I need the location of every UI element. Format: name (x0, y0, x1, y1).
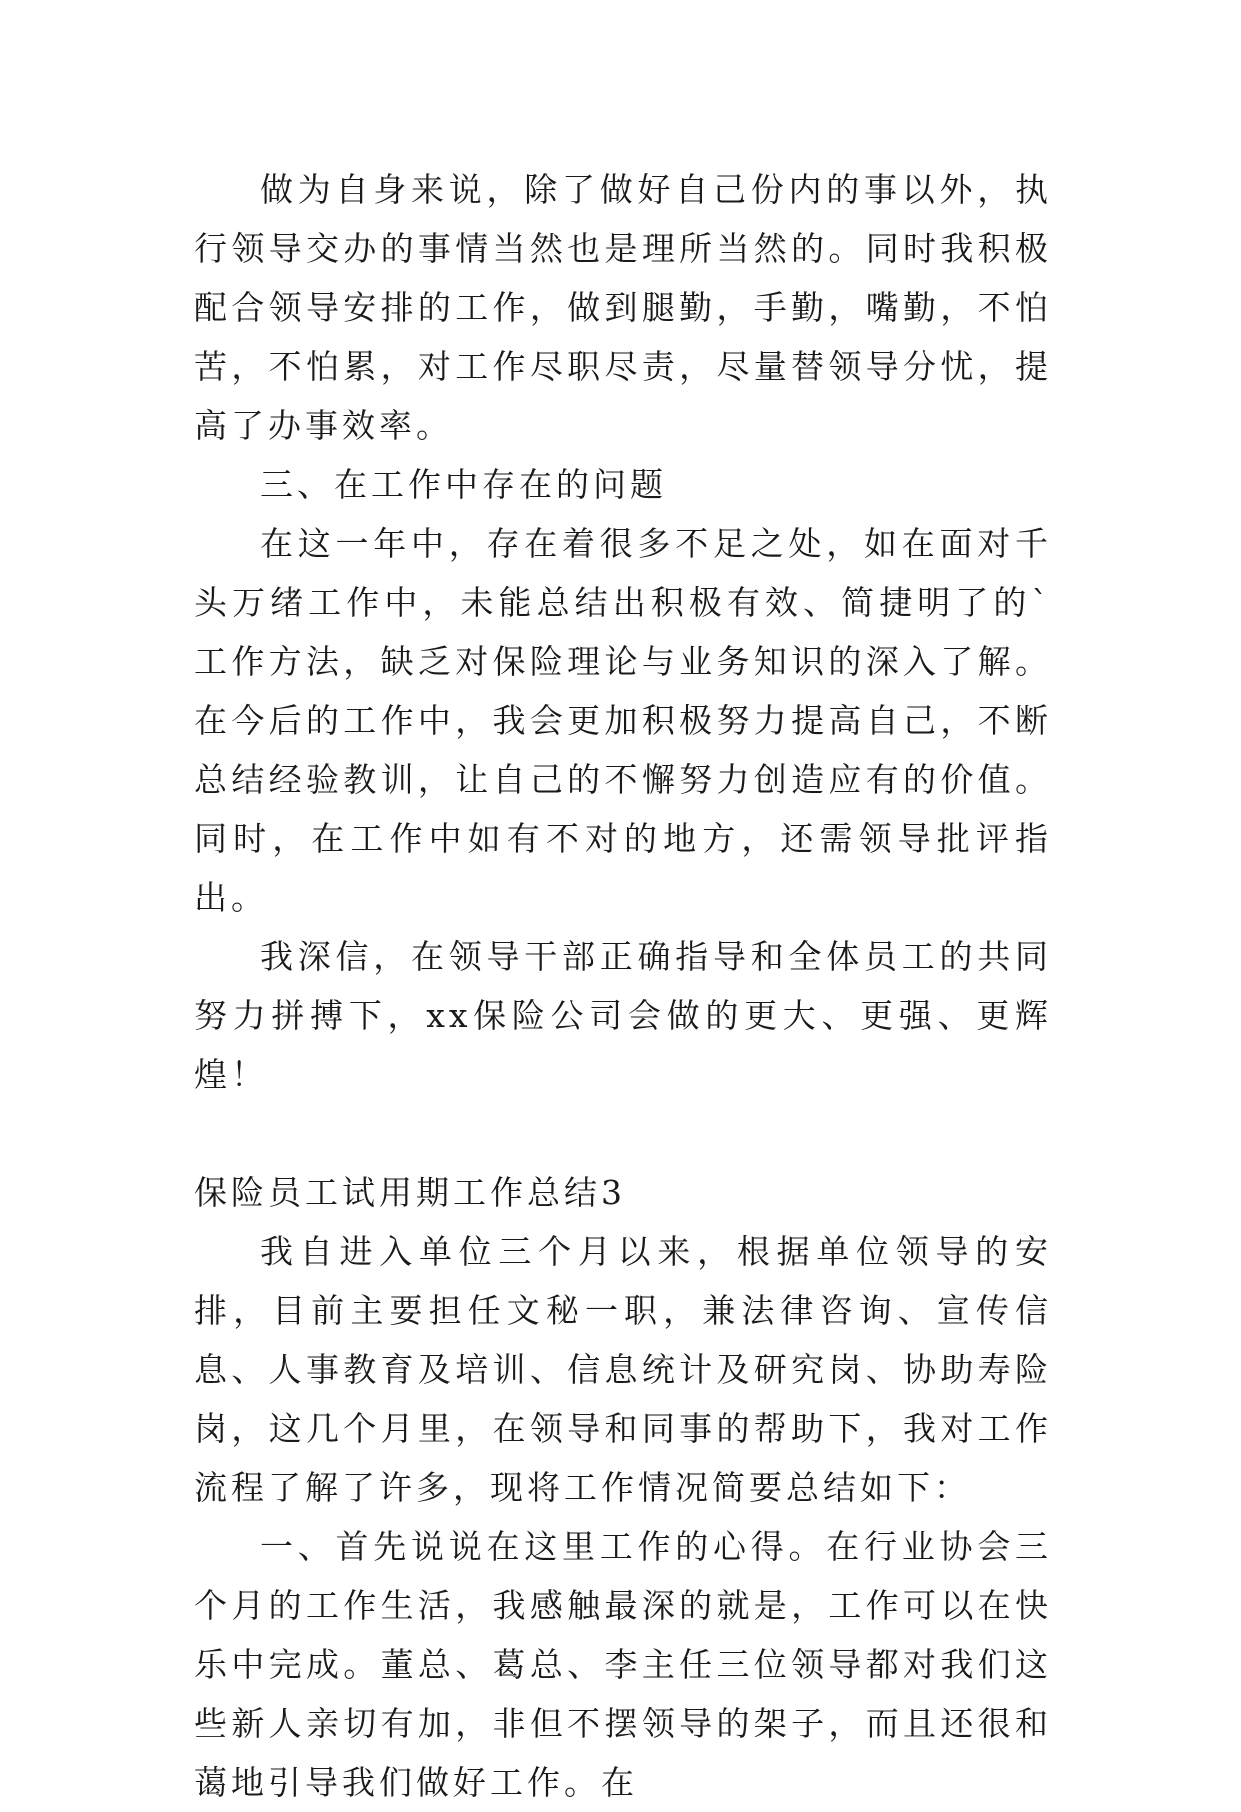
heading-problems: 三、在工作中存在的问题 (260, 465, 667, 504)
section-title: 保险员工试用期工作总结3 (194, 1173, 626, 1212)
paragraph-intro: 我自进入单位三个月以来，根据单位领导的安排，目前主要担任文秘一职，兼法律咨询、宣传信息、人事教育及培训、信息统计及研究岗、协助寿险岗，这几个月里，在领导和同事的帮助下，我对工作流程了解了许多，现将工作情况简要总结如下： (194, 1232, 1052, 1507)
paragraph-shortcomings: 在这一年中，存在着很多不足之处，如在面对千头万绪工作中，未能总结出积极有效、简捷明了的`工作方法，缺乏对保险理论与业务知识的深入了解。在今后的工作中，我会更加积极努力提高自己，不断总结经验教训，让自己的不懈努力创造应有的价值。同时，在工作中如有不对的地方，还需领导批评指出。 (194, 524, 1052, 917)
document-body (194, 160, 1052, 1812)
paragraph-experience: 一、首先说说在这里工作的心得。在行业协会三个月的工作生活，我感触最深的就是，工作可以在快乐中完成。董总、葛总、李主任三位领导都对我们这些新人亲切有加，非但不摆领导的架子，而且还很和蔼地引导我们做好工作。在 (194, 1527, 1052, 1802)
paragraph-duties: 做为自身来说，除了做好自己份内的事以外，执行领导交办的事情当然也是理所当然的。同时我积极配合领导安排的工作，做到腿勤，手勤，嘴勤，不怕苦，不怕累，对工作尽职尽责，尽量替领导分忧，提高了办事效率。 (194, 170, 1052, 445)
paragraph-belief: 我深信，在领导干部正确指导和全体员工的共同努力拼搏下，xx保险公司会做的更大、更强、更辉煌！ (194, 937, 1052, 1094)
